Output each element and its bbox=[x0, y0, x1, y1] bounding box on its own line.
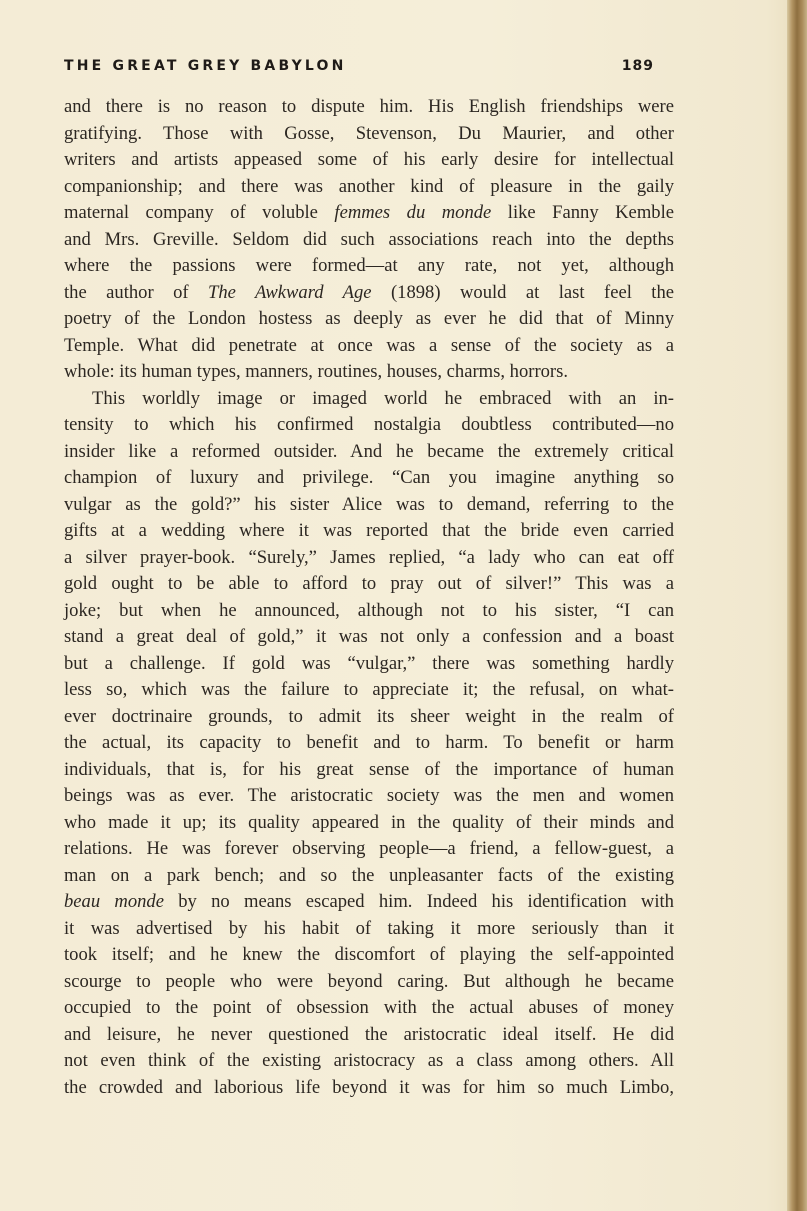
text-line: took itself; and he knew the discomfort of playing the self-appointed bbox=[64, 944, 674, 965]
text-line: man on a park bench; and so the unpleasanter facts of the existing bbox=[64, 864, 674, 886]
text-line: Temple. What did penetrate at once was a sense of the society as a bbox=[64, 334, 674, 356]
italic-phrase: femmes du monde bbox=[334, 202, 492, 223]
italic-title: The Awkward Age bbox=[208, 281, 372, 303]
text-line: the author of The Awkward Age (1898) would at last feel the bbox=[64, 281, 675, 303]
text-line: occupied to the point of obsession with the actual abuses of money bbox=[64, 997, 674, 1018]
text-line: individuals, that is, for his great sense of the importance of human bbox=[64, 758, 674, 780]
text-line: a silver prayer-book. “Surely,” James replied, “a lady who can eat off bbox=[64, 546, 674, 568]
text-line: ever doctrinaire grounds, to admit its sheer weight in the realm of bbox=[64, 705, 674, 727]
text-line: insider like a reformed outsider. And he became the extremely critical bbox=[64, 440, 674, 462]
text-line: gratifying. Those with Gosse, Stevenson, Du Maurier, and other bbox=[64, 122, 674, 144]
text-line: joke; but when he announced, although not to his sister, “I can bbox=[64, 599, 674, 621]
text-line: where the passions were formed—at any rate, not yet, although bbox=[64, 255, 674, 276]
text-line: maternal company of voluble femmes du monde like Fanny Kemble bbox=[64, 202, 674, 223]
text-line: champion of luxury and privilege. “Can you imagine anything so bbox=[64, 467, 674, 488]
text-line: not even think of the existing aristocracy as a class among others. All bbox=[64, 1050, 674, 1071]
text-line: beau monde by no means escaped him. Indeed his identification with bbox=[64, 891, 674, 912]
page-edge bbox=[787, 0, 807, 1211]
text-line: gold ought to be able to afford to pray out of silver!” This was a bbox=[64, 573, 674, 594]
running-head-title: THE GREAT GREY BABYLON bbox=[64, 58, 347, 74]
text-line: and Mrs. Greville. Seldom did such associations reach into the depths bbox=[64, 228, 674, 250]
text-line: relations. He was forever observing people—a friend, a fellow-guest, a bbox=[64, 838, 674, 859]
text-line: less so, which was the failure to appreciate it; the refusal, on what- bbox=[64, 679, 674, 700]
text-line: companionship; and there was another kind of pleasure in the gaily bbox=[64, 175, 674, 197]
text-line: and there is no reason to dispute him. His English friendships were bbox=[64, 96, 674, 117]
text-line: poetry of the London hostess as deeply as ever he did that of Minny bbox=[64, 308, 674, 329]
text-line: stand a great deal of gold,” it was not only a confession and a boast bbox=[64, 626, 674, 647]
italic-phrase: beau monde bbox=[64, 891, 164, 912]
text-line: the actual, its capacity to benefit and to harm. To benefit or harm bbox=[64, 732, 674, 753]
text-line: who made it up; its quality appeared in the quality of their minds and bbox=[64, 811, 674, 833]
text-line: scourge to people who were beyond caring. But although he became bbox=[64, 970, 674, 992]
text-line-paragraph-start: This worldly image or imaged world he embraced with an in- bbox=[92, 387, 674, 409]
running-head bbox=[64, 54, 654, 78]
text-line: the crowded and laborious life beyond it was for him so much Limbo, bbox=[64, 1076, 674, 1098]
page-number: 189 bbox=[621, 58, 654, 74]
text-line: gifts at a wedding where it was reported that the bride even carried bbox=[64, 520, 674, 541]
text-line: writers and artists appeased some of his early desire for intellectual bbox=[64, 149, 674, 170]
text-line: it was advertised by his habit of taking it more seriously than it bbox=[64, 917, 674, 939]
text-line: tensity to which his confirmed nostalgia doubtless contributed—no bbox=[64, 414, 674, 435]
body-text bbox=[64, 94, 674, 1101]
text-line: beings was as ever. The aristocratic society was the men and women bbox=[64, 785, 674, 806]
text-line-paragraph-end: whole: its human types, manners, routines, houses, charms, horrors. bbox=[64, 361, 569, 382]
text-line: vulgar as the gold?” his sister Alice was to demand, referring to the bbox=[64, 493, 674, 515]
text-line: and leisure, he never questioned the aristocratic ideal itself. He did bbox=[64, 1023, 674, 1045]
text-line: but a challenge. If gold was “vulgar,” there was something hardly bbox=[64, 652, 674, 674]
